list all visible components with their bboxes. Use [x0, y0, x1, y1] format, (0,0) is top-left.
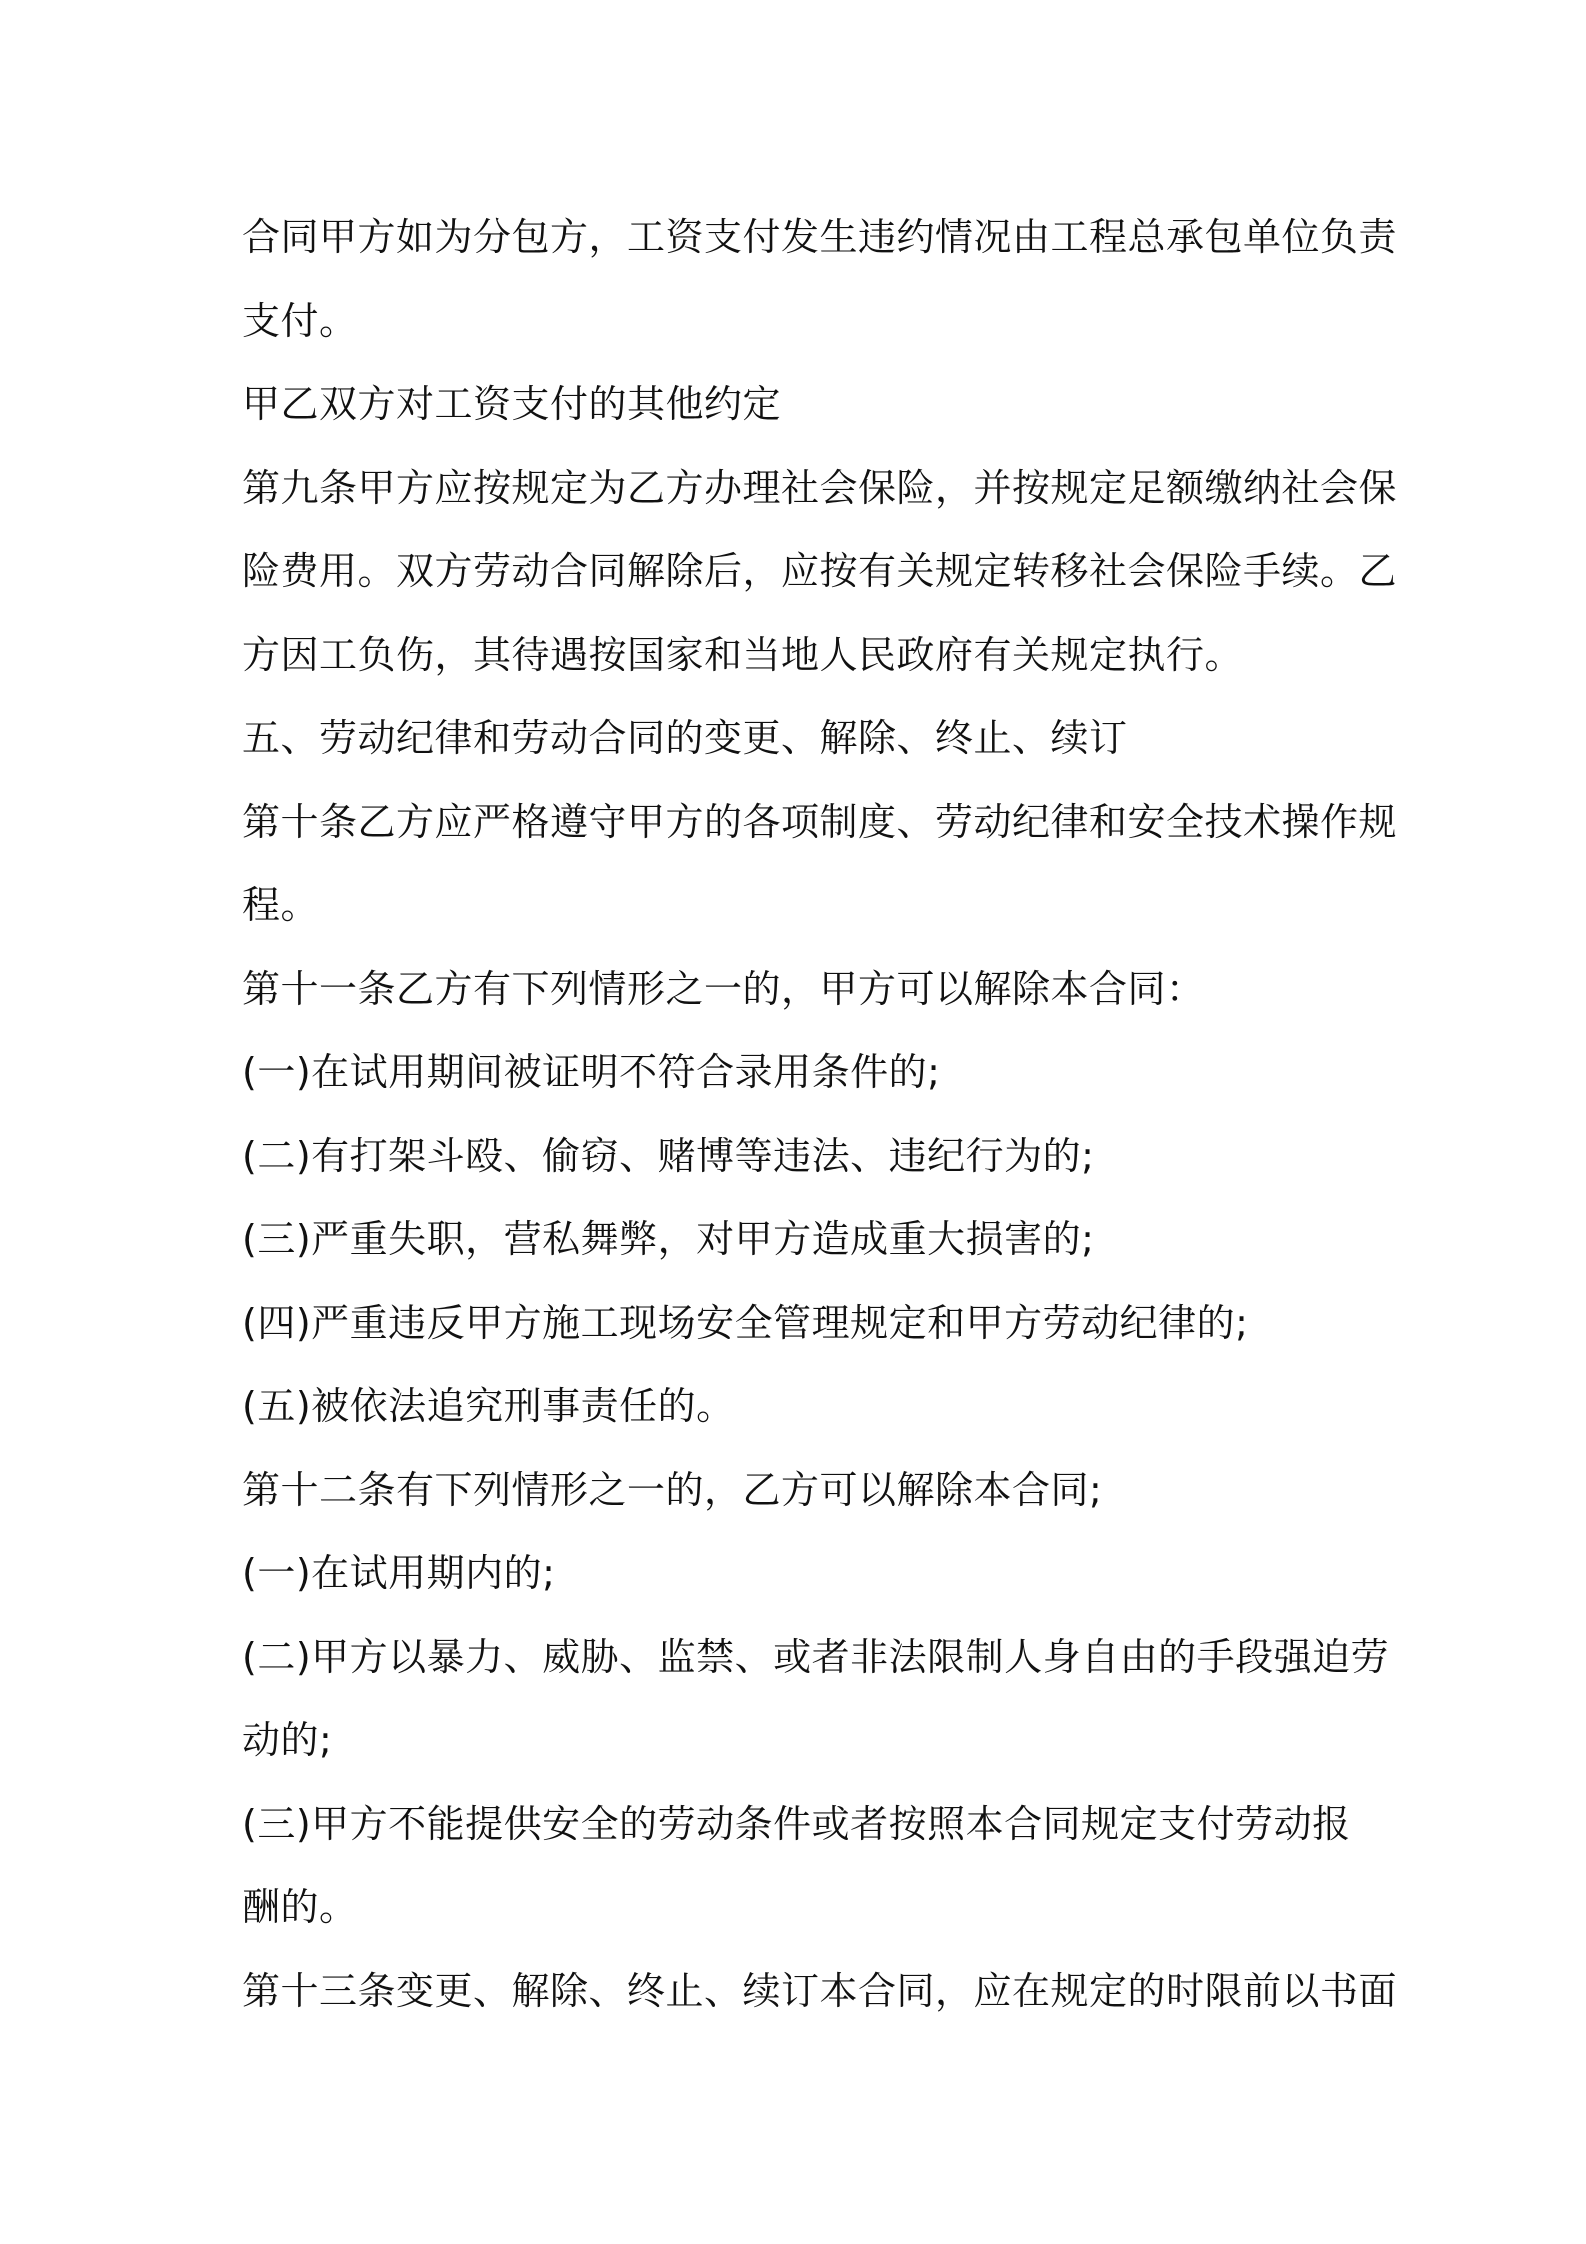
- list-item: (五)被依法追究刑事责任的。: [242, 1384, 735, 1428]
- list-item: 动的;: [242, 1718, 333, 1762]
- list-item: (三)甲方不能提供安全的劳动条件或者按照本合同规定支付劳动报: [242, 1801, 1351, 1846]
- text-line: 第十一条乙方有下列情形之一的，甲方可以解除本合同：: [242, 966, 1205, 1011]
- text-line: 第十条乙方应严格遵守甲方的各项制度、劳动纪律和安全技术操作规: [242, 799, 1398, 844]
- section-heading: 甲乙双方对工资支付的其他约定: [242, 382, 782, 426]
- text-line: 支付。: [242, 298, 358, 343]
- list-item: (二)有打架斗殴、偷窃、赌博等违法、违纪行为的;: [242, 1133, 1095, 1178]
- document-body: [242, 196, 1398, 2033]
- text-line: 第十二条有下列情形之一的，乙方可以解除本合同;: [242, 1467, 1103, 1512]
- list-item: (四)严重违反甲方施工现场安全管理规定和甲方劳动纪律的;: [242, 1300, 1249, 1345]
- text-line: 第十三条变更、解除、终止、续订本合同，应在规定的时限前以书面: [242, 1968, 1398, 2013]
- list-item: 酬的。: [242, 1885, 358, 1929]
- text-line: 程。: [242, 883, 320, 927]
- list-item: (二)甲方以暴力、威胁、监禁、或者非法限制人身自由的手段强迫劳: [242, 1634, 1390, 1679]
- text-line: 合同甲方如为分包方，工资支付发生违约情况由工程总承包单位负责: [242, 215, 1398, 259]
- list-item: (三)严重失职，营私舞弊，对甲方造成重大损害的;: [242, 1217, 1095, 1261]
- text-line: 方因工负伤，其待遇按国家和当地人民政府有关规定执行。: [242, 632, 1244, 677]
- list-item: (一)在试用期间被证明不符合录用条件的;: [242, 1050, 941, 1094]
- text-line: 险费用。双方劳动合同解除后，应按有关规定转移社会保险手续。乙: [242, 549, 1398, 593]
- section-heading: 五、劳动纪律和劳动合同的变更、解除、终止、续订: [242, 716, 1128, 760]
- list-item: (一)在试用期内的;: [242, 1551, 556, 1595]
- text-line: 第九条甲方应按规定为乙方办理社会保险，并按规定足额缴纳社会保: [242, 465, 1398, 510]
